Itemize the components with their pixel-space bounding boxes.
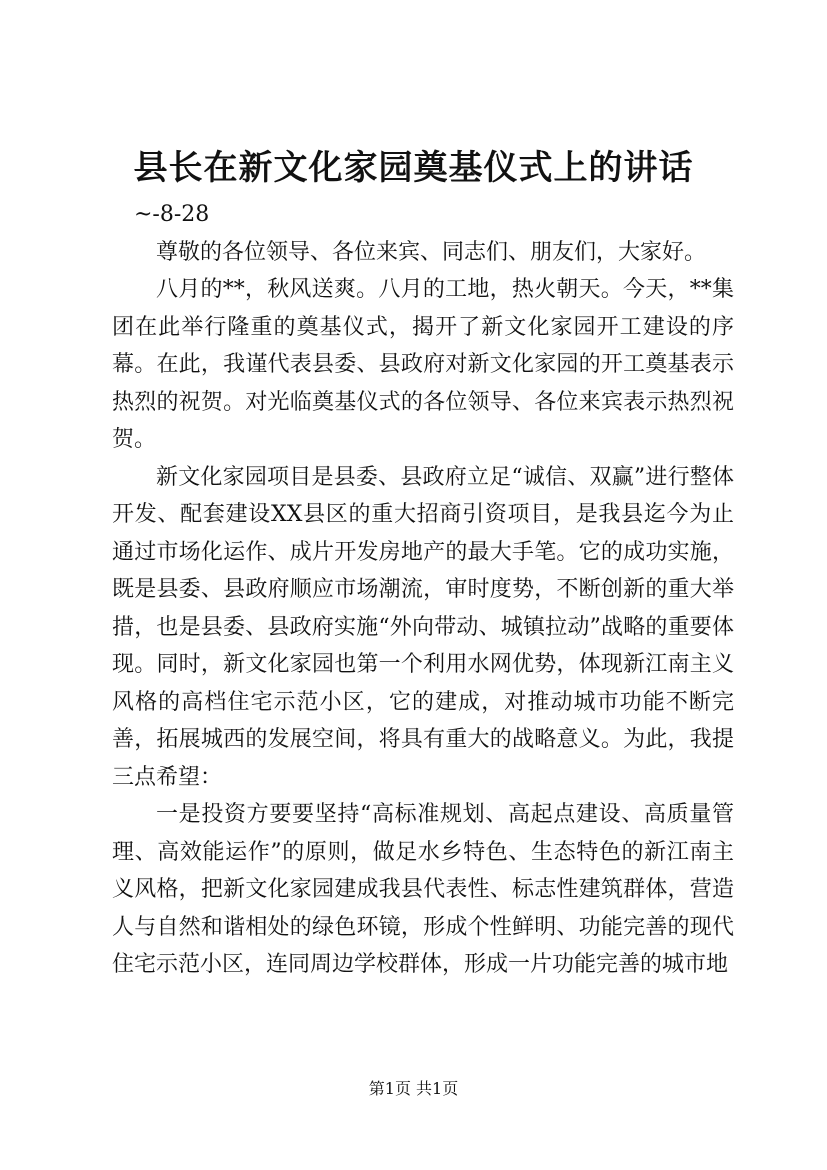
document-title: 县长在新文化家园奠基仪式上的讲话: [133, 148, 694, 188]
paragraph-project: 新文化家园项目是县委、县政府立足“诚信、双赢”进行整体开发、配套建设XX县区的重大招商引资项目，是我县迄今为止通过市场化运作、成片开发房地产的最大手笔。它的成功实施，既是县委、县政府顺应市场潮流，审时度势，不断创新的重大举措，也是县委、县政府实施“外向带动、城镇拉动”战略的重要体现。同时，新文化家园也第一个利用水网优势，体现新江南主义风格的高档住宅示范小区，它的建成，对推动城市功能不断完善，拓展城西的发展空间，将具有重大的战略意义。为此，我提三点希望：: [112, 464, 734, 790]
page-footer: 第1页 共1页: [368, 1079, 459, 1098]
document-date: ~-8-28: [134, 202, 210, 227]
paragraph-greeting: 尊敬的各位领导、各位来宾、同志们、朋友们，大家好。: [156, 239, 707, 265]
document-body: [112, 196, 734, 984]
paragraph-hope-one: 一是投资方要要坚持“高标准规划、高起点建设、高质量管理、高效能运作”的原则，做足水乡特色、生态特色的新江南主义风格，把新文化家园建成我县代表性、标志性建筑群体，营造人与自然和谐相处的绿色环镜，形成个性鲜明、功能完善的现代住宅示范小区，连同周边学校群体，形成一片功能完善的城市地: [112, 802, 734, 977]
paragraph-opening: 八月的**，秋风送爽。八月的工地，热火朝天。今天，**集团在此举行隆重的奠基仪式，揭开了新文化家园开工建设的序幕。在此，我谨代表县委、县政府对新文化家园的开工奠基表示热烈的祝贺。对光临奠基仪式的各位领导、各位来宾表示热烈祝贺。: [112, 277, 734, 452]
